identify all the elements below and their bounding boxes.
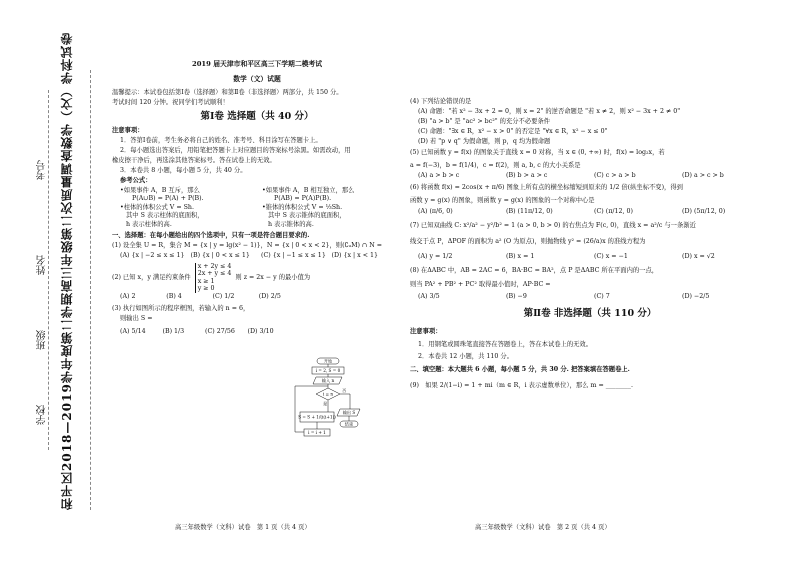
q3-option-b[interactable]: (B) 1/3 (162, 327, 185, 335)
q2-constraint: 2x + y ≤ 4 (197, 270, 232, 278)
part2-title: 第Ⅱ卷 非选择题（共 110 分） (523, 307, 657, 319)
flow-end-text: 结束 (344, 421, 354, 427)
q2-text-b: 则 z = 2x − y 的最小值为 (235, 273, 311, 281)
q4-option-a[interactable]: (A) 命题："若 x² − 3x + 2 = 0，则 x = 2" 的逆否命题是 "若 x ≠ 2，则 x² − 3x + 2 ≠ 0" (418, 107, 681, 115)
ref-2a: P(A∪B) = P(A) + P(B). (132, 195, 204, 203)
ref-3a: •柱体的体积公式 V = Sh. (120, 203, 194, 211)
q1-options (112, 252, 402, 261)
notice-1: 1．答第Ⅰ卷前，考生务必将自己的姓名、准考号、科目涂写在答题卡上。 (120, 136, 322, 144)
notice-title: 注意事项： (112, 126, 144, 134)
q1-option-b[interactable]: (B) {x | 0 < x ≤ 1} (190, 252, 250, 260)
binding-cut-line (90, 70, 91, 510)
flow-increment-text: i = i + 1 (308, 430, 326, 435)
q6-option-a[interactable]: (A) (π/6, 0) (418, 208, 453, 215)
q6-option-b[interactable]: (B) (11π/12, 0) (506, 208, 553, 215)
q3-option-d[interactable]: (D) 3/10 (247, 327, 274, 335)
q4-option-d[interactable]: (D) 若 "p ∨ q" 为假命题，则 p，q 均为假命题 (418, 137, 551, 145)
q4-option-b[interactable]: (B) "a > b" 是 "ac² > bc²" 的充分不必要条件 (418, 117, 551, 125)
q5-option-c[interactable]: (C) c > a > b (594, 171, 636, 179)
question-5b: a = f(−3)，b = f(1/4)，c = f(2)，则 a, b, c 的大小关系是 (410, 161, 581, 169)
flow-input-text: 输入 n (321, 378, 335, 383)
question-5: (5) 已知函数 y = f(x) 的图象关于直线 x = 0 对称，当 x ∈ (0, +∞) 时，f(x) = log₂x，若 (410, 149, 665, 156)
reference-row (112, 221, 402, 230)
name-label: 姓名 (37, 255, 48, 275)
ref-5a: h 表示柱体的高. (126, 220, 172, 228)
reference-row (112, 187, 402, 196)
flow-output-text: 输出 S (342, 410, 356, 415)
part2-notice-2: 2．本卷共 12 小题，共 110 分。 (418, 353, 514, 361)
reference-row (112, 195, 402, 204)
intro-line-2: 考试时间 120 分钟。祝同学们考试顺利！ (112, 99, 229, 107)
exam-header: 2019 届天津市和平区高三下学期二模考试 (191, 60, 323, 68)
question-6b: 函数 y = g(x) 的图象，则函数 y = g(x) 的图象的一个对称中心是 (410, 196, 595, 204)
q3-option-c[interactable]: (C) 27/56 (205, 327, 235, 335)
q2-constraint: x + 2y ≤ 4 (197, 262, 232, 270)
q7-option-d[interactable]: (D) x = √2 (682, 252, 715, 260)
q2-text: (2) 已知 x，y 满足约束条件 (112, 273, 191, 281)
program-flowchart (290, 357, 370, 467)
question-8b: 则当 PA² + PB² + PC² 取得最小值时，AP·BC = (410, 280, 551, 288)
q5-options (410, 172, 770, 181)
question-3b: 则输出 S = (120, 315, 153, 323)
q8-option-d[interactable]: (D) −2/5 (682, 293, 710, 300)
ref-4b: 其中 S 表示锥体的底面积， (268, 212, 346, 220)
q3-options (112, 328, 290, 337)
reference-title: 参考公式： (120, 176, 152, 184)
q7-options (410, 253, 770, 262)
q5-option-d[interactable]: (D) a > c > b (682, 171, 724, 179)
q1-option-a[interactable]: (A) {x | −2 ≤ x ≤ 1} (120, 252, 185, 260)
exam-subheader: 数学（文）试题 (233, 75, 281, 84)
notice-3: 3．本卷共 8 小题，每小题 5 分，共 40 分。 (120, 166, 247, 174)
flow-condition-text: i ≤ n (322, 391, 334, 397)
q7-option-b[interactable]: (B) x = 1 (506, 252, 535, 260)
ref-4a: 其中 S 表示柱体的底面积， (126, 212, 204, 220)
part2-notice-1: 1．用钢笔或圆珠笔直接答在答题卷上，答在本试卷上的无效。 (418, 340, 593, 348)
q2-constraint-system (195, 263, 232, 293)
q4-option-c[interactable]: (C) 命题："∃x ∈ R，x² − x > 0" 的否定是 "∀x ∈ R，x² − x ≤ 0" (418, 127, 608, 135)
reference-row (112, 212, 402, 221)
left-column (112, 60, 402, 336)
question-9: (9) 如果 2/(1−i) = 1 + mi（m ∈ R，i 表示虚数单位），那么 m = ________. (410, 382, 633, 390)
part1-title: 第Ⅰ卷 选择题（共 40 分） (200, 110, 314, 122)
q5-option-b[interactable]: (B) b > a > c (506, 171, 548, 179)
q7-option-a[interactable]: (A) y = 1/2 (418, 252, 453, 260)
page-1-footer: 高三年级数学（文科）试卷 第 1 页（共 4 页） (175, 524, 311, 531)
question-7: (7) 已知双曲线 C: x²/a² − y²/b² = 1 (a > 0, b > 0) 的右焦点为 F(c, 0)，直线 x = a²/c 与一条渐近 (410, 221, 696, 229)
question-8: (8) 在ΔABC 中，AB = 2AC = 6，BA·BC = BA²，点 P 是ΔABC 所在平面内的一点， (410, 267, 659, 274)
q2-option-b[interactable]: (B) 4 (166, 292, 182, 300)
q2-constraint: y ≥ 0 (197, 285, 215, 293)
q2-option-a[interactable]: (A) 2 (120, 292, 136, 300)
school-label: 学校 (37, 405, 48, 425)
section-1-title: 一、选择题：在每小题给出的四个选项中，只有一项是符合题目要求的. (112, 232, 310, 240)
q1-option-d[interactable]: (D) {x | x < 1} (331, 252, 378, 260)
q8-option-c[interactable]: (C) 7 (594, 293, 610, 300)
q2-option-d[interactable]: (D) 2/5 (258, 292, 281, 300)
reference-row (112, 204, 402, 213)
exam-no-label: 考号 (37, 160, 48, 180)
flow-sum-text: S = S + 1/(i(i+1)) (298, 414, 336, 420)
q6-options (410, 208, 770, 217)
q5-option-a[interactable]: (A) a > b > c (418, 171, 460, 179)
class-label: 班级 (37, 330, 48, 350)
binding-strip (0, 0, 110, 562)
question-4: (4) 下列结论错误的是 (410, 97, 472, 105)
ref-1a: •如果事件 A，B 互斥，那么 (120, 186, 200, 194)
intro-line-1: 温馨提示：本试卷包括第Ⅰ卷（选择题）和第Ⅱ卷（非选择题）两部分，共 150 分。 (112, 89, 343, 97)
question-6: (6) 将函数 f(x) = 2cos(x + π/6) 图象上所有点的横坐标缩短到原来的 1/2 倍(纵坐标不变)，得到 (410, 184, 683, 191)
ref-1b: •如果事件 A，B 相互独立，那么 (262, 186, 355, 194)
question-3: (3) 执行如图所示的程序框图，若输入的 n = 6， (112, 305, 250, 313)
q6-option-c[interactable]: (C) (π/12, 0) (594, 208, 633, 215)
q2-option-c[interactable]: (C) 1/2 (212, 292, 235, 300)
notice-2: 2．每小题选出答案后，用铅笔把答题卡上对应题目的答案标号涂黑。如需改动，用 (120, 146, 351, 154)
q8-options (410, 293, 770, 302)
vertical-exam-title: 和平区2018—2019学年度第二学期高三年级第二次质量调查数学（文）学科试卷 (60, 32, 74, 510)
q2-options (112, 293, 305, 302)
question-2 (112, 263, 402, 293)
flow-no-label: 否 (342, 388, 347, 393)
q7-option-c[interactable]: (C) x = −1 (594, 252, 628, 260)
q2-constraint: x ≥ 1 (197, 277, 215, 285)
flow-yes-label: 是 (323, 401, 328, 406)
q1-option-c[interactable]: (C) {x | −1 ≤ x ≤ 1} (261, 252, 326, 260)
flow-init-text: i = 2, S = 0 (315, 368, 341, 373)
question-7b: 线交于点 P，ΔPOF 的面积为 a² (O 为原点)，则抛物线 y² = (26/a)x 的准线方程为 (410, 238, 646, 245)
q8-option-a[interactable]: (A) 3/5 (418, 293, 440, 300)
question-1: (1) 设全集 U = R，集合 M = {x | y = lg(x² − 1)}，N = {x | 0 < x < 2}，则(∁ᵤM) ∩ N = (112, 242, 383, 250)
q8-option-b[interactable]: (B) −9 (506, 293, 527, 300)
ref-3b: •锥体的体积公式 V = ⅓Sh. (262, 203, 343, 211)
q3-option-a[interactable]: (A) 5/14 (120, 327, 146, 335)
ref-2b: P(AB) = P(A)P(B). (274, 195, 332, 203)
part2-notice-title: 注意事项： (410, 328, 442, 336)
page-2-footer: 高三年级数学（文科）试卷 第 2 页（共 4 页） (475, 524, 611, 531)
fill-line (48, 90, 49, 450)
q6-option-d[interactable]: (D) (5π/12, 0) (682, 208, 726, 215)
section-2-title: 二、填空题：本大题共 6 小题，每小题 5 分，共 30 分. 把答案填在答题卷上. (410, 365, 630, 373)
notice-2b: 橡皮擦干净后，再选涂其他答案标号。答在试卷上的无效。 (112, 156, 276, 164)
right-column (410, 96, 770, 392)
flow-start-text: 开始 (323, 358, 333, 364)
ref-5b: h 表示锥体的高. (268, 220, 314, 228)
